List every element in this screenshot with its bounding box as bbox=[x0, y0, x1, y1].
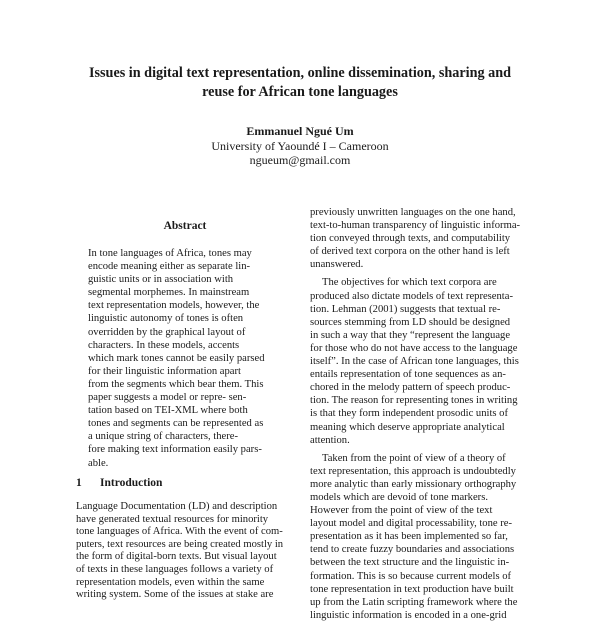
intro-line: writing system. Some of the issues at stake are bbox=[76, 589, 274, 601]
body-line: text representation, this approach is undoubtedly bbox=[310, 465, 516, 477]
intro-line: the form of digital-born texts. But visual layout bbox=[76, 551, 277, 563]
body-line: formation. This is so because current models of bbox=[310, 570, 512, 582]
body-line: previously unwritten languages on the one hand, bbox=[310, 207, 516, 218]
body-line: chored in the melody pattern of speech produc- bbox=[310, 382, 511, 394]
paper-title bbox=[40, 64, 560, 102]
body-line: text-to-human transparency of linguistic informa- bbox=[310, 220, 521, 232]
body-line: produced also dictate models of text representa- bbox=[310, 290, 513, 302]
abstract-line: which mark tones cannot be easily parsed bbox=[88, 352, 265, 364]
body-line: layout model and digital processability, tone re- bbox=[310, 518, 513, 530]
body-line: is that they form independent prosodic units of bbox=[310, 408, 509, 420]
body-line: up from the Latin scripting framework where the bbox=[310, 596, 518, 608]
abstract-line: tones and segments can be represented as bbox=[88, 418, 264, 430]
abstract-line: for their linguistic information apart bbox=[88, 365, 241, 377]
author-name: Emmanuel Ngué Um bbox=[246, 124, 354, 138]
abstract-line: linguistic autonomy of tones is often bbox=[88, 313, 244, 325]
body-line: itself”. In the case of African tone languages, this bbox=[310, 356, 519, 368]
body-line: tend to create fuzzy boundaries and associations bbox=[310, 544, 515, 556]
body-line: Taken from the point of view of a theory of bbox=[322, 452, 506, 464]
intro-line: of texts in these languages follows a variety of bbox=[76, 563, 274, 575]
body-line: linguistic information is encoded in a one-grid bbox=[310, 609, 507, 621]
body-line: between the text structure and the linguistic in- bbox=[310, 557, 510, 569]
body-line: of derived text corpora on the other hand is left bbox=[310, 246, 510, 258]
body-line: models which are devoid of tone markers. bbox=[310, 491, 488, 503]
abstract-line: guistic units or in association with bbox=[88, 274, 234, 286]
abstract-line: paper suggests a model or repre- sen- bbox=[88, 392, 247, 404]
title-line: reuse for African tone languages bbox=[202, 84, 398, 100]
abstract-line: overridden by the graphical layout of bbox=[88, 326, 246, 338]
body-line: However from the point of view of the text bbox=[310, 505, 493, 517]
body-line: unanswered. bbox=[310, 259, 364, 271]
body-line: more analytic than early missionary orthography bbox=[310, 478, 517, 490]
intro-line: puters, text resources are being created mostly in bbox=[76, 538, 284, 550]
abstract-line: tation based on TEI-XML where both bbox=[88, 405, 248, 417]
abstract-line: characters. In these models, accents bbox=[88, 339, 240, 351]
abstract-body bbox=[88, 247, 284, 470]
abstract-line: fore making text information easily pars- bbox=[88, 444, 262, 456]
abstract-line: from the segments which bear them. This bbox=[88, 378, 264, 390]
abstract-line: text representation models, however, the bbox=[88, 300, 260, 312]
abstract-line: encode meaning either as separate lin- bbox=[88, 261, 251, 273]
section-title: Introduction bbox=[100, 477, 163, 489]
body-line: sources stemming from LD should be designed bbox=[310, 316, 511, 328]
intro-line: tone languages of Africa. With the event of com- bbox=[76, 526, 283, 538]
introduction-body bbox=[76, 501, 294, 602]
abstract-line: able. bbox=[88, 457, 109, 469]
body-line: in such a way that they “represent the language bbox=[310, 329, 511, 341]
abstract-line: segmental morphemes. In mainstream bbox=[88, 287, 250, 299]
intro-line: have generated textual resources for minority bbox=[76, 513, 269, 525]
author-email: ngueum@gmail.com bbox=[249, 153, 351, 168]
author-block bbox=[0, 124, 600, 168]
body-line: meaning which deserve appropriate analytical bbox=[310, 421, 505, 433]
section-heading bbox=[76, 477, 294, 489]
body-line: for those who do not have access to the language bbox=[310, 342, 518, 354]
body-line: entails representation of tone sequences as an- bbox=[310, 369, 506, 381]
right-column-body bbox=[310, 206, 530, 622]
body-line: tone representation in text production have built bbox=[310, 583, 514, 595]
body-line: presentation as it has been implemented so far, bbox=[310, 531, 508, 543]
abstract-line: a unique string of characters, there- bbox=[88, 431, 239, 443]
body-line: tion. Lehman (2001) suggests that textual re- bbox=[310, 303, 501, 315]
body-line: tion. The reason for representing tones in writing bbox=[310, 395, 518, 407]
body-line: tion conveyed through texts, and computability bbox=[310, 233, 511, 245]
author-affiliation: University of Yaoundé I – Cameroon bbox=[211, 138, 389, 153]
body-line: The objectives for which text corpora are bbox=[322, 277, 497, 289]
section-number: 1 bbox=[76, 477, 82, 489]
title-line: Issues in digital text representation, online dissemination, sharing and bbox=[88, 65, 511, 81]
abstract-line: In tone languages of Africa, tones may bbox=[88, 248, 252, 259]
abstract-heading: Abstract bbox=[163, 220, 207, 232]
intro-line: Language Documentation (LD) and description bbox=[76, 501, 278, 512]
body-line: attention. bbox=[310, 434, 350, 446]
intro-line: representation models, even within the same bbox=[76, 576, 265, 588]
